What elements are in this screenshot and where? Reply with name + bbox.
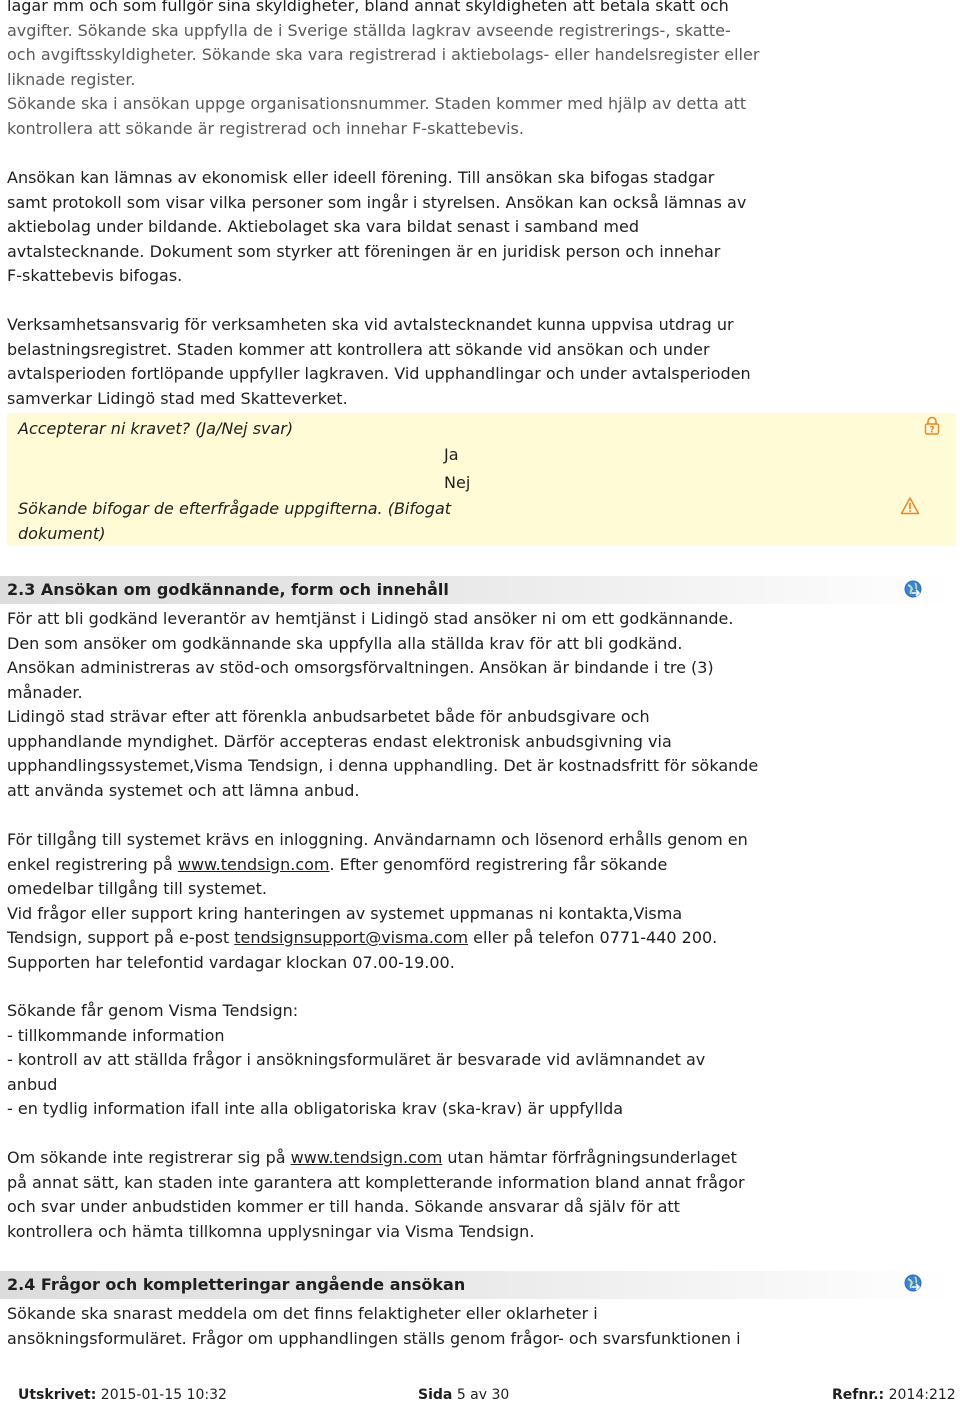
ref-label: Refnr.:: [832, 1387, 885, 1403]
question-label: Accepterar ni kravet? (Ja/Nej svar): [18, 419, 294, 438]
section-2-3-title: 2.3 Ansökan om godkännande, form och innehåll: [7, 580, 449, 599]
text-line: på annat sätt, kan staden inte garantera att kompletterande information bland annat frågor: [7, 1172, 745, 1192]
attachment-label-cont: dokument): [18, 524, 106, 543]
text-line: Vid frågor eller support kring hanteringen av systemet uppmanas ni kontakta,Visma: [7, 903, 683, 923]
printed-value: 2015-01-15 10:32: [100, 1387, 227, 1403]
warning-icon[interactable]: [900, 496, 920, 516]
text-segment: Tendsign, support på e-post: [7, 928, 235, 947]
list-item: - kontroll av att ställda frågor i ansökningsformuläret är besvarade vid avlämnandet av: [7, 1050, 706, 1069]
list-item-cont: anbud: [7, 1074, 58, 1094]
text-line: månader.: [7, 682, 83, 702]
tendsign-link[interactable]: www.tendsign.com: [177, 854, 330, 874]
list-item: - en tydlig information ifall inte alla obligatoriska krav (ska-krav) är uppfyllda: [7, 1099, 624, 1118]
svg-text:?: ?: [929, 425, 935, 436]
text-line: och svar under anbudstiden kommer er till handa. Sökande ansvarar då själv för att: [7, 1197, 680, 1216]
via-tendsign-list: [7, 999, 807, 1122]
section-2-3-header: [0, 576, 956, 604]
text-line: Den som ansöker om godkännande ska uppfylla alla ställda krav för att bli godkänd.: [7, 633, 683, 653]
text-line: [7, 926, 807, 951]
footer-printed: [18, 1386, 227, 1404]
text-line: samt protokoll som visar vilka personer som ingår i styrelsen. Ansökan kan också lämnas av: [7, 192, 747, 212]
lock-question-icon[interactable]: [922, 416, 942, 436]
text-line: kontrollera och hämta tillkomna upplysningar via Visma Tendsign.: [7, 1221, 535, 1241]
forening-paragraph: [7, 166, 807, 289]
attachment-label: Sökande bifogar de efterfrågade uppgifterna. (Bifogat: [18, 499, 452, 518]
list-item: - tillkommande information: [7, 1025, 225, 1045]
section-2-3-intro: [7, 607, 807, 803]
option-ja[interactable]: Ja: [444, 445, 459, 464]
text-line: Ansökan administreras av stöd-och omsorgsförvaltningen. Ansökan är bindande i tre (3): [7, 658, 714, 677]
page-value: 5 av 30: [456, 1387, 510, 1403]
intro-paragraph: [7, 0, 807, 141]
text-line: Sökande ska i ansökan uppge organisationsnummer. Staden kommer med hjälp av detta att: [7, 94, 747, 113]
text-line: belastningsregistret. Staden kommer att kontrollera att sökande vid ansökan och under: [7, 339, 710, 359]
text-line: För tillgång till systemet krävs en inloggning. Användarnamn och lösenord erhålls genom en: [7, 830, 748, 849]
section-2-4-title: 2.4 Frågor och kompletteringar angående ansökan: [7, 1275, 466, 1294]
text-line: Supporten har telefontid vardagar klockan 07.00-19.00.: [7, 952, 455, 972]
page-label: Sida: [418, 1387, 453, 1403]
tendsign-link-2[interactable]: www.tendsign.com: [290, 1148, 443, 1167]
text-line: omedelbar tillgång till systemet.: [7, 879, 267, 898]
text-line: avtalstecknande. Dokument som styrker att föreningen är en juridisk person och innehar: [7, 241, 721, 261]
text-line: F-skattebevis bifogas.: [7, 266, 183, 285]
text-line: Sökande ska snarast meddela om det finns felaktigheter eller oklarheter i: [7, 1304, 598, 1323]
support-email-link[interactable]: tendsignsupport@visma.com: [234, 928, 469, 947]
text-line: [7, 853, 807, 878]
section-2-4-header: [0, 1271, 956, 1299]
ref-value: 2014:212: [888, 1387, 956, 1403]
text-line: upphandlande myndighet. Därför accepteras endast elektronisk anbudsgivning via: [7, 731, 672, 751]
text-line: och avgiftsskyldigheter. Sökande ska vara registrerad i aktiebolags- eller handelsregister eller: [7, 45, 760, 64]
text-line: Sökande får genom Visma Tendsign:: [7, 1001, 299, 1020]
verksamhet-paragraph: [7, 313, 807, 411]
text-line: liknade register.: [7, 69, 136, 89]
text-segment: utan hämtar förfrågningsunderlaget: [442, 1148, 737, 1167]
text-line: upphandlingssystemet,Visma Tendsign, i denna upphandling. Det är kostnadsfritt för sökande: [7, 756, 759, 775]
requirement-question-box: [7, 413, 956, 546]
text-line: Verksamhetsansvarig för verksamheten ska vid avtalstecknandet kunna uppvisa utdrag ur: [7, 315, 734, 334]
text-segment: Om sökande inte registrerar sig på: [7, 1148, 291, 1167]
text-line: aktiebolag under bildande. Aktiebolaget ska vara bildat senast i samband med: [7, 217, 639, 236]
section-2-4-body: [7, 1302, 807, 1351]
text-segment: . Efter genomförd registrering får sökande: [329, 854, 668, 874]
footer-page: [418, 1386, 509, 1404]
globe-link-icon[interactable]: [903, 579, 923, 599]
text-segment: eller på telefon 0771-440 200.: [468, 928, 718, 947]
option-nej[interactable]: Nej: [444, 473, 471, 492]
globe-link-icon[interactable]: [903, 1273, 923, 1293]
text-line: avgifter. Sökande ska uppfylla de i Sverige ställda lagkrav avseende registrerings-, skatte-: [7, 20, 731, 40]
text-line: att använda systemet och att lämna anbud.: [7, 780, 360, 800]
text-segment: enkel registrering på: [7, 854, 178, 874]
text-line: samverkar Lidingö stad med Skatteverket.: [7, 388, 348, 408]
text-line: ansökningsformuläret. Frågor om upphandlingen ställs genom frågor- och svarsfunktionen i: [7, 1328, 741, 1348]
registration-paragraph: [7, 1146, 807, 1244]
text-line: [7, 1146, 807, 1171]
footer-ref: [832, 1386, 956, 1404]
printed-label: Utskrivet:: [18, 1387, 97, 1403]
text-line: För att bli godkänd leverantör av hemtjänst i Lidingö stad ansöker ni om ett godkännande.: [7, 609, 734, 628]
text-line: Ansökan kan lämnas av ekonomisk eller ideell förening. Till ansökan ska bifogas stadgar: [7, 168, 715, 187]
text-line: Lidingö stad strävar efter att förenkla anbudsarbetet både för anbudsgivare och: [7, 707, 650, 726]
system-access-paragraph: [7, 828, 807, 975]
text-line: kontrollera att sökande är registrerad och innehar F-skattebevis.: [7, 118, 524, 138]
text-line: avtalsperioden fortlöpande uppfyller lagkraven. Vid upphandlingar och under avtalsperioden: [7, 364, 751, 383]
text-line: lagar mm och som fullgör sina skyldigheter, bland annat skyldigheten att betala skatt och: [7, 0, 729, 15]
